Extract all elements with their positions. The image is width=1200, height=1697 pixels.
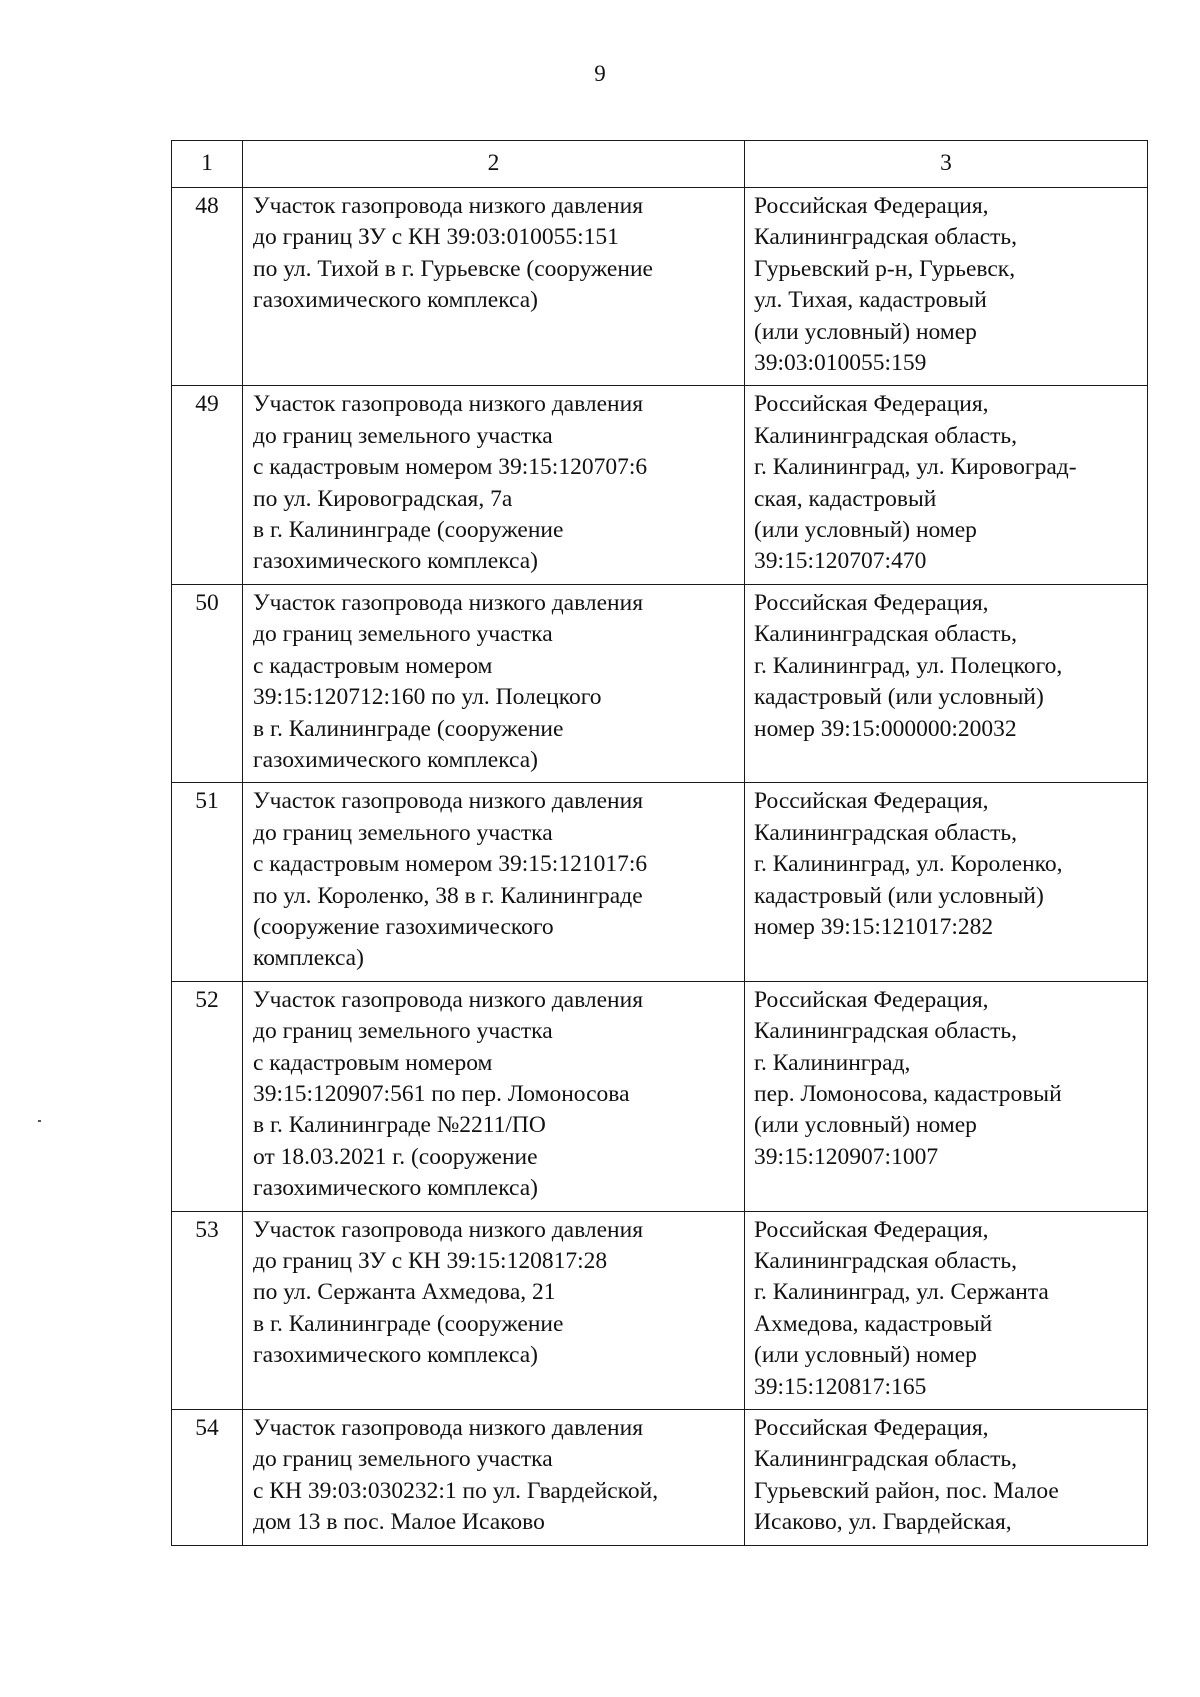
description-line: в г. Калининграде (сооружение [253, 715, 564, 742]
table-row [172, 386, 1148, 584]
description-line: Участок газопровода низкого давления [253, 1216, 644, 1243]
address-line: кадастровый (или условный) [754, 684, 1044, 711]
address-line: 39:15:120817:165 [754, 1373, 927, 1400]
header-cell-number: 1 [172, 141, 243, 188]
pipeline-description-cell [243, 584, 745, 782]
address-line: 39:15:120707:470 [754, 548, 927, 575]
description-line: газохимического комплекса) [253, 548, 539, 575]
description-line: по ул. Кировоградская, 7а [253, 485, 513, 512]
description-line: по ул. Сержанта Ахмедова, 21 [253, 1279, 556, 1306]
address-line: Российская Федерация, [754, 193, 989, 219]
description-line: до границ земельного участка [253, 1446, 553, 1473]
table-row [172, 1410, 1148, 1546]
address-line: номер 39:15:000000:20032 [754, 715, 1017, 742]
table-row [172, 783, 1148, 981]
description-line: с кадастровым номером 39:15:121017:6 [253, 851, 648, 878]
description-line: по ул. Короленко, 38 в г. Калининграде [253, 882, 643, 909]
description-line: 39:15:120712:160 по ул. Полецкого [253, 684, 602, 711]
address-line: 39:03:010055:159 [754, 350, 927, 377]
description-line: Участок газопровода низкого давления [253, 193, 644, 219]
pipeline-description-cell [243, 386, 745, 584]
description-line: с кадастровым номером [253, 652, 493, 679]
address-line: (или условный) номер [754, 318, 977, 345]
description-line: Участок газопровода низкого давления [253, 788, 644, 815]
row-number: 48 [172, 188, 243, 386]
description-line: в г. Калининграде (сооружение [253, 1310, 564, 1337]
table-row [172, 981, 1148, 1211]
pipeline-description-cell [243, 1211, 745, 1409]
address-line: Российская Федерация, [754, 1415, 989, 1442]
description-line: Участок газопровода низкого давления [253, 986, 644, 1013]
description-line: с кадастровым номером 39:15:120707:6 [253, 454, 648, 481]
row-number: 50 [172, 584, 243, 782]
address-line: г. Калининград, ул. Сержанта [754, 1279, 1049, 1306]
row-number: 53 [172, 1211, 243, 1409]
address-line: Российская Федерация, [754, 986, 989, 1013]
address-line: номер 39:15:121017:282 [754, 913, 994, 940]
description-line: (сооружение газохимического [253, 913, 554, 940]
address-line: г. Калининград, ул. Короленко, [754, 851, 1063, 878]
pipeline-description-cell [243, 783, 745, 981]
address-line: Калининградская область, [754, 422, 1017, 449]
location-address-cell [745, 783, 1148, 981]
table-row [172, 1211, 1148, 1409]
location-address-cell [745, 188, 1148, 386]
address-line: Гурьевский р-н, Гурьевск, [754, 255, 1016, 282]
address-line: Калининградская область, [754, 621, 1017, 648]
description-line: Участок газопровода низкого давления [253, 1415, 644, 1442]
address-line: Российская Федерация, [754, 589, 989, 616]
address-line: Калининградская область, [754, 819, 1017, 846]
address-line: Российская Федерация, [754, 391, 989, 418]
description-line: газохимического комплекса) [253, 1175, 539, 1202]
description-line: в г. Калининграде (сооружение [253, 517, 564, 544]
scan-artifact-dot [38, 1120, 41, 1122]
description-line: до границ земельного участка [253, 819, 553, 846]
address-line: Российская Федерация, [754, 788, 989, 815]
address-line: (или условный) номер [754, 1112, 977, 1139]
description-line: от 18.03.2021 г. (сооружение [253, 1143, 538, 1170]
description-line: комплекса) [253, 945, 364, 972]
description-line: Участок газопровода низкого давления [253, 589, 644, 616]
address-line: Калининградская область, [754, 1018, 1017, 1045]
address-line: Калининградская область, [754, 1248, 1017, 1274]
address-line: г. Калининград, [754, 1049, 911, 1076]
pipeline-description-cell [243, 188, 745, 386]
pipeline-sections-table [171, 140, 1148, 1546]
pipeline-description-cell [243, 1410, 745, 1546]
description-line: до границ земельного участка [253, 621, 553, 648]
address-line: Калининградская область, [754, 224, 1017, 251]
row-number: 54 [172, 1410, 243, 1546]
address-line: кадастровый (или условный) [754, 882, 1044, 909]
location-address-cell [745, 981, 1148, 1211]
location-address-cell [745, 1410, 1148, 1546]
row-number: 51 [172, 783, 243, 981]
address-line: 39:15:120907:1007 [754, 1143, 939, 1170]
description-line: газохимического комплекса) [253, 1342, 539, 1369]
description-line: с КН 39:03:030232:1 по ул. Гвардейской, [253, 1477, 659, 1504]
row-number: 52 [172, 981, 243, 1211]
description-line: газохимического комплекса) [253, 746, 539, 773]
table-row [172, 584, 1148, 782]
description-line: Участок газопровода низкого давления [253, 391, 644, 418]
pipeline-description-cell [243, 981, 745, 1211]
address-line: (или условный) номер [754, 517, 977, 544]
description-line: с кадастровым номером [253, 1049, 493, 1076]
table-row [172, 188, 1148, 386]
address-line: Ахмедова, кадастровый [754, 1310, 993, 1337]
description-line: до границ ЗУ с КН 39:15:120817:28 [253, 1248, 608, 1274]
table-header-row [172, 141, 1148, 188]
address-line: пер. Ломоносова, кадастровый [754, 1080, 1062, 1107]
address-line: ская, кадастровый [754, 485, 937, 512]
description-line: газохимического комплекса) [253, 287, 539, 314]
address-line: Исаково, ул. Гвардейская, [754, 1509, 1012, 1536]
location-address-cell [745, 584, 1148, 782]
address-line: Российская Федерация, [754, 1216, 989, 1243]
address-line: Гурьевский район, пос. Малое [754, 1477, 1059, 1504]
address-line: ул. Тихая, кадастровый [754, 287, 987, 314]
row-number: 49 [172, 386, 243, 584]
address-line: г. Калининград, ул. Полецкого, [754, 652, 1063, 679]
location-address-cell [745, 1211, 1148, 1409]
header-cell-address: 3 [745, 141, 1148, 188]
description-line: по ул. Тихой в г. Гурьевске (сооружение [253, 255, 653, 282]
description-line: дом 13 в пос. Малое Исаково [253, 1509, 545, 1536]
description-line: до границ земельного участка [253, 422, 553, 449]
description-line: до границ ЗУ с КН 39:03:010055:151 [253, 224, 619, 251]
description-line: в г. Калининграде №2211/ПО [253, 1112, 546, 1139]
description-line: до границ земельного участка [253, 1018, 553, 1045]
header-cell-description: 2 [243, 141, 745, 188]
address-line: г. Калининград, ул. Кировоград- [754, 454, 1077, 481]
location-address-cell [745, 386, 1148, 584]
description-line: 39:15:120907:561 по пер. Ломоносова [253, 1080, 630, 1107]
page-number: 9 [594, 61, 606, 86]
address-line: Калининградская область, [754, 1446, 1017, 1473]
address-line: (или условный) номер [754, 1342, 977, 1369]
